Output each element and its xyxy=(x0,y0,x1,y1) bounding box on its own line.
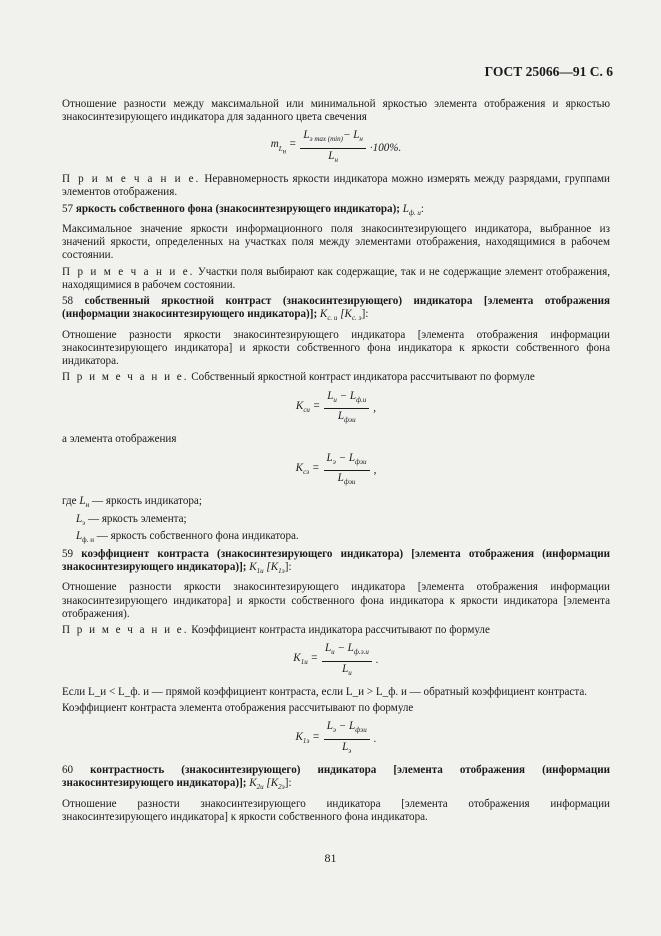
paragraph: Если L_и < L_ф. и — прямой коэффициент контраста, если L_и > L_ф. и — обратный коэффициент контраста. xyxy=(62,685,588,698)
definition-60: Отношение разности знакосинтезирующего индикатора [элемента отображения информации знакосинтезирующего индикатора] к яркости собственного фона индикатора. xyxy=(62,797,610,824)
note: П р и м е ч а н и е. Неравномерность яркости индикатора можно измерять между разрядами, группами элементов отображения. xyxy=(62,173,610,199)
formula-fraction: $\frac{L_э - L_{фэи}}{L_{фэи}}$ xyxy=(324,452,370,490)
legend-list xyxy=(62,495,610,547)
definition-58: Отношение разности яркости знакосинтезирующего индикатора [элемента отображения информации знакосинтезирующего индикатора] и яркости собственного фона индикатора к яркости собственного фона индикатора. xyxy=(62,328,610,368)
page-header: ГОСТ 25066—91 С. 6 xyxy=(484,64,613,79)
formula-coefficient-indicator xyxy=(62,642,610,680)
note: П р и м е ч а н и е. Участки поля выбирают как содержащие, так и не содержащие элемент отображения, находящимися в рабочем состоянии. xyxy=(62,265,610,291)
legend-row: $L_{ф. и}$ — яркость собственного фона индикатора. xyxy=(76,530,299,545)
formula-fraction: $\frac{L_и - L_{ф.э.и}}{L_и}$ xyxy=(322,642,372,680)
formula-tail: . xyxy=(373,732,377,745)
formula-fraction: $\frac{L_{э max (min)}- L_н}{L_н}$ xyxy=(300,129,366,167)
formula-lhs: $K_{си}$ = xyxy=(295,399,321,414)
term-60: 60 контрастность (знакосинтезирующего) индикатора [элемента отображения (информации знакосинтезирующего индикатора)]; $K_{2и}$ $[K_{2э}]$: xyxy=(62,764,610,792)
formula-lhs: $K_{1и}$ = xyxy=(293,652,318,667)
formula-fraction: $\frac{L_и - L_{ф.и}}{L_{фэи}}$ xyxy=(324,390,369,428)
formula-tail: ·100%. xyxy=(369,141,402,154)
formula-uniformity xyxy=(62,129,610,167)
formula-tail: , xyxy=(373,401,377,414)
formula-lhs: $m_{L_н}$ = xyxy=(270,138,297,156)
paragraph: Отношение разности между максимальной или минимальной яркостью элемента отображения и яркостью знакосинтезирующего индикатора для заданного цвета свечения xyxy=(62,98,610,124)
note: П р и м е ч а н и е. Коэффициент контраста индикатора рассчитывают по формуле xyxy=(62,623,490,636)
formula-lhs: $K_{сэ}$ = xyxy=(295,461,320,476)
formula-contrast-element xyxy=(62,452,610,490)
paragraph: Коэффициент контраста элемента отображения рассчитывают по формуле xyxy=(62,702,414,715)
page-content xyxy=(62,98,610,827)
formula-tail: . xyxy=(375,654,379,667)
term-59: 59 коэффициент контраста (знакосинтезирующего индикатора) [элемента отображения (информации знакосинтезирующего индикатора)]; $K_{1и}$ $[K_{1э}]$: xyxy=(62,547,610,576)
formula-coefficient-element xyxy=(62,720,610,758)
formula-contrast-indicator xyxy=(62,390,610,428)
formula-fraction: $\frac{L_э - L_{фэи}}{L_э}$ xyxy=(324,720,370,758)
legend-row: где $L_и$ — яркость индикатора; xyxy=(62,495,202,510)
page-number: 81 xyxy=(324,851,337,865)
definition-57: Максимальное значение яркости информационного поля знакосинтезирующего индикатора, выбранное из значений яркости, определенных на участках поля между элементами отображения, находящимися в рабочем состоянии. xyxy=(62,223,610,262)
term-57: 57 яркость собственного фона (знакосинтезирующего индикатора); $L_{ф. и}$: xyxy=(62,202,424,217)
term-58: 58 собственный яркостной контраст (знакосинтезирующего) индикатора [элемента отображения (информации знакосинтезирующего индикатора)]; $K_{с. и}$ $[K_{с. э}]$: xyxy=(62,295,610,323)
formula-lhs: $K_{1э}$ = xyxy=(295,730,320,745)
definition-59: Отношение разности яркости знакосинтезирующего индикатора [элемента отображения информации знакосинтезирующего индикатора] и яркости собственного фона индикатора к яркости индикатора [элемента отображения). xyxy=(62,581,610,620)
formula-tail: , xyxy=(373,463,377,476)
note: П р и м е ч а н и е. Собственный яркостной контраст индикатора рассчитывают по формуле xyxy=(62,371,535,384)
paragraph: а элемента отображения xyxy=(62,433,177,446)
legend-row: $L_э$ — яркость элемента; xyxy=(76,512,187,528)
